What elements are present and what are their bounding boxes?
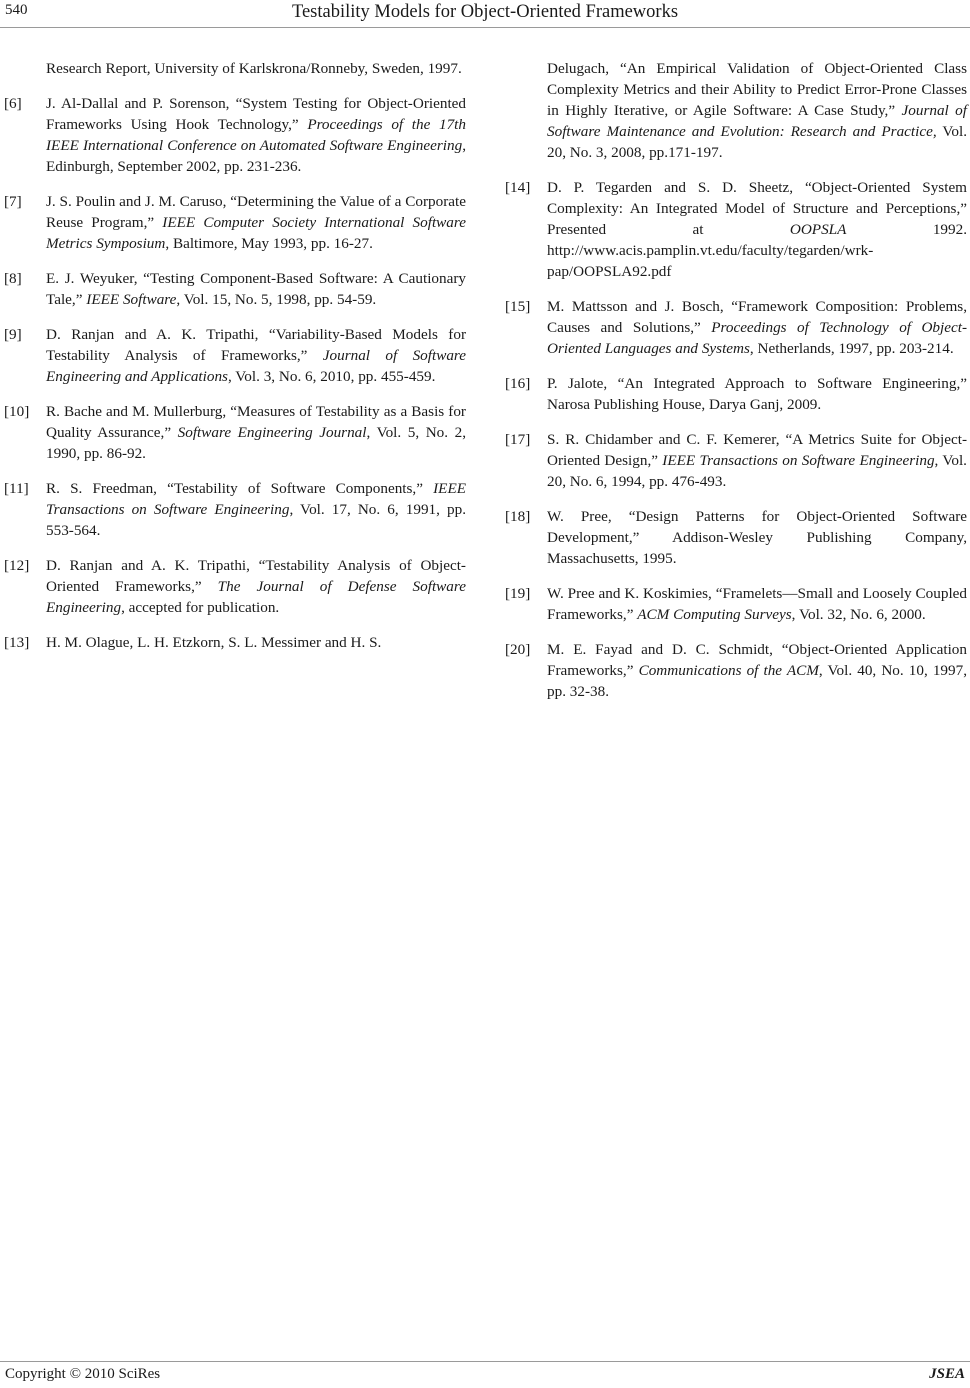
reference-number: [11] <box>4 480 29 497</box>
reference-source: Proceedings of the 17th IEEE International Conference on Automated Software Engineering <box>46 116 466 154</box>
running-title: Testability Models for Object-Oriented Frameworks <box>291 2 679 22</box>
reference-source: IEEE Software <box>86 291 177 308</box>
reference-source: IEEE Transactions on Software Engineering <box>662 452 935 469</box>
reference-number: [15] <box>505 298 531 315</box>
reference-text: M. Mattsson and J. Bosch, “Framework Composition: Problems, Causes and Solutions,” <box>547 298 967 336</box>
reference-entry <box>4 478 466 541</box>
reference-number: [7] <box>4 193 22 210</box>
reference-continuation <box>4 58 466 79</box>
reference-details: , Baltimore, May 1993, pp. 16-27. <box>165 235 373 252</box>
reference-entry <box>4 555 466 618</box>
reference-details: Vol. 20, No. 3, 2008, pp.171-197. <box>547 123 967 161</box>
reference-details: , Vol. 32, No. 6, 2000. <box>791 606 926 623</box>
reference-text: R. Bache and M. Mullerburg, “Measures of Testability as a Basis for Quality Assurance,” <box>46 403 466 441</box>
right-column <box>505 58 967 716</box>
reference-source: IEEE Transactions on Software Engineering <box>46 480 466 518</box>
reference-text: P. Jalote, “An Integrated Approach to Software Engineering,” Narosa Publishing House, Darya Ganj, 2009. <box>547 375 967 413</box>
reference-source: Proceedings of Technology of Object-Oriented Languages and Systems <box>547 319 968 357</box>
reference-text: D. Ranjan and A. K. Tripathi, “Variability-Based Models for Testability Analysis of Frameworks,” <box>46 326 466 364</box>
reference-source: The Journal of Defense Software Engineering <box>46 578 466 616</box>
reference-text: R. S. Freedman, “Testability of Software Components,” <box>46 480 434 497</box>
reference-source: Journal of Software Maintenance and Evolution: Research and Practice, <box>547 102 967 140</box>
reference-text: J. Al-Dallal and P. Sorenson, “System Testing for Object-Oriented Frameworks Using Hook Technology,” <box>46 95 466 133</box>
reference-number: [14] <box>505 179 531 196</box>
reference-entry <box>4 191 466 254</box>
reference-entry <box>4 268 466 310</box>
reference-details: , Edinburgh, September 2002, pp. 231-236. <box>46 137 466 175</box>
reference-text: D. P. Tegarden and S. D. Sheetz, “Object-Oriented System Complexity: An Integrated Model of Structure and Perceptions,” Presented at <box>547 179 967 238</box>
reference-source: IEEE Computer Society International Software Metrics Symposium <box>46 214 466 252</box>
reference-text: W. Pree, “Design Patterns for Object-Oriented Software Development,” Addison-Wesley Publishing Company, Massachusetts, 1995. <box>547 508 967 567</box>
reference-details: , Vol. 17, No. 6, 1991, pp. 553-564. <box>46 501 466 539</box>
reference-text: Delugach, “An Empirical Validation of Object-Oriented Class Complexity Metrics and their Ability to Predict Error-Prone Classes in Highly Iterative, or Agile Software: A Case Study,” <box>547 60 967 119</box>
reference-continuation <box>505 58 967 163</box>
reference-details: 1992. http://www.acis.pamplin.vt.edu/faculty/tegarden/wrk-pap/OOPSLA92.pdf <box>547 221 967 280</box>
reference-text: W. Pree and K. Koskimies, “Framelets—Small and Loosely Coupled Frameworks,” <box>547 585 967 623</box>
reference-text: Research Report, University of Karlskrona/Ronneby, Sweden, 1997. <box>46 60 462 77</box>
copyright-notice: Copyright © 2010 SciRes <box>5 1366 161 1382</box>
reference-entry <box>505 506 967 569</box>
reference-entry <box>505 583 967 625</box>
page-header <box>0 0 970 30</box>
reference-entry <box>505 296 967 359</box>
header-rule <box>0 27 970 28</box>
reference-details: , Vol. 5, No. 2, 1990, pp. 86-92. <box>46 424 466 462</box>
left-column <box>4 58 466 667</box>
reference-number: [20] <box>505 641 531 658</box>
reference-number: [6] <box>4 95 22 112</box>
reference-details: , Vol. 3, No. 6, 2010, pp. 455-459. <box>227 368 436 385</box>
reference-details: , Vol. 20, No. 6, 1994, pp. 476-493. <box>547 452 967 490</box>
reference-entry <box>4 93 466 177</box>
reference-number: [9] <box>4 326 22 343</box>
reference-entry <box>505 177 967 282</box>
reference-details: , accepted for publication. <box>121 599 280 616</box>
reference-text: E. J. Weyuker, “Testing Component-Based Software: A Cautionary Tale,” <box>46 270 466 308</box>
reference-entry <box>505 373 967 415</box>
page-number: 540 <box>5 2 28 18</box>
reference-entry <box>505 639 967 702</box>
reference-details: , Netherlands, 1997, pp. 203-214. <box>749 340 954 357</box>
reference-source: Journal of Software Engineering and Applications <box>46 347 467 385</box>
reference-number: [16] <box>505 375 531 392</box>
reference-number: [18] <box>505 508 531 525</box>
reference-source: Communications of the ACM <box>638 662 819 679</box>
reference-list-left <box>4 93 466 653</box>
reference-text: H. M. Olague, L. H. Etzkorn, S. L. Messimer and H. S. <box>46 634 382 651</box>
reference-list-right <box>505 177 967 702</box>
reference-details: , Vol. 15, No. 5, 1998, pp. 54-59. <box>176 291 377 308</box>
reference-number: [17] <box>505 431 531 448</box>
reference-number: [19] <box>505 585 531 602</box>
reference-source: OOPSLA <box>789 221 847 238</box>
reference-number: [12] <box>4 557 30 574</box>
reference-source: ACM Computing Surveys <box>637 606 792 623</box>
reference-entry <box>4 324 466 387</box>
reference-entry <box>4 401 466 464</box>
reference-entry <box>505 429 967 492</box>
reference-entry <box>4 632 466 653</box>
reference-details: , Vol. 40, No. 10, 1997, pp. 32-38. <box>547 662 968 700</box>
reference-text: J. S. Poulin and J. M. Caruso, “Determining the Value of a Corporate Reuse Program,” <box>46 193 466 231</box>
footer-rule <box>0 1361 970 1362</box>
journal-abbreviation: JSEA <box>929 1366 965 1382</box>
reference-number: [13] <box>4 634 30 651</box>
reference-number: [8] <box>4 270 22 287</box>
reference-number: [10] <box>4 403 30 420</box>
reference-text: D. Ranjan and A. K. Tripathi, “Testability Analysis of Object-Oriented Frameworks,” <box>46 557 466 595</box>
reference-source: Software Engineering Journal <box>177 424 367 441</box>
reference-text: S. R. Chidamber and C. F. Kemerer, “A Metrics Suite for Object-Oriented Design,” <box>547 431 967 469</box>
reference-text: M. E. Fayad and D. C. Schmidt, “Object-Oriented Application Frameworks,” <box>547 641 967 679</box>
